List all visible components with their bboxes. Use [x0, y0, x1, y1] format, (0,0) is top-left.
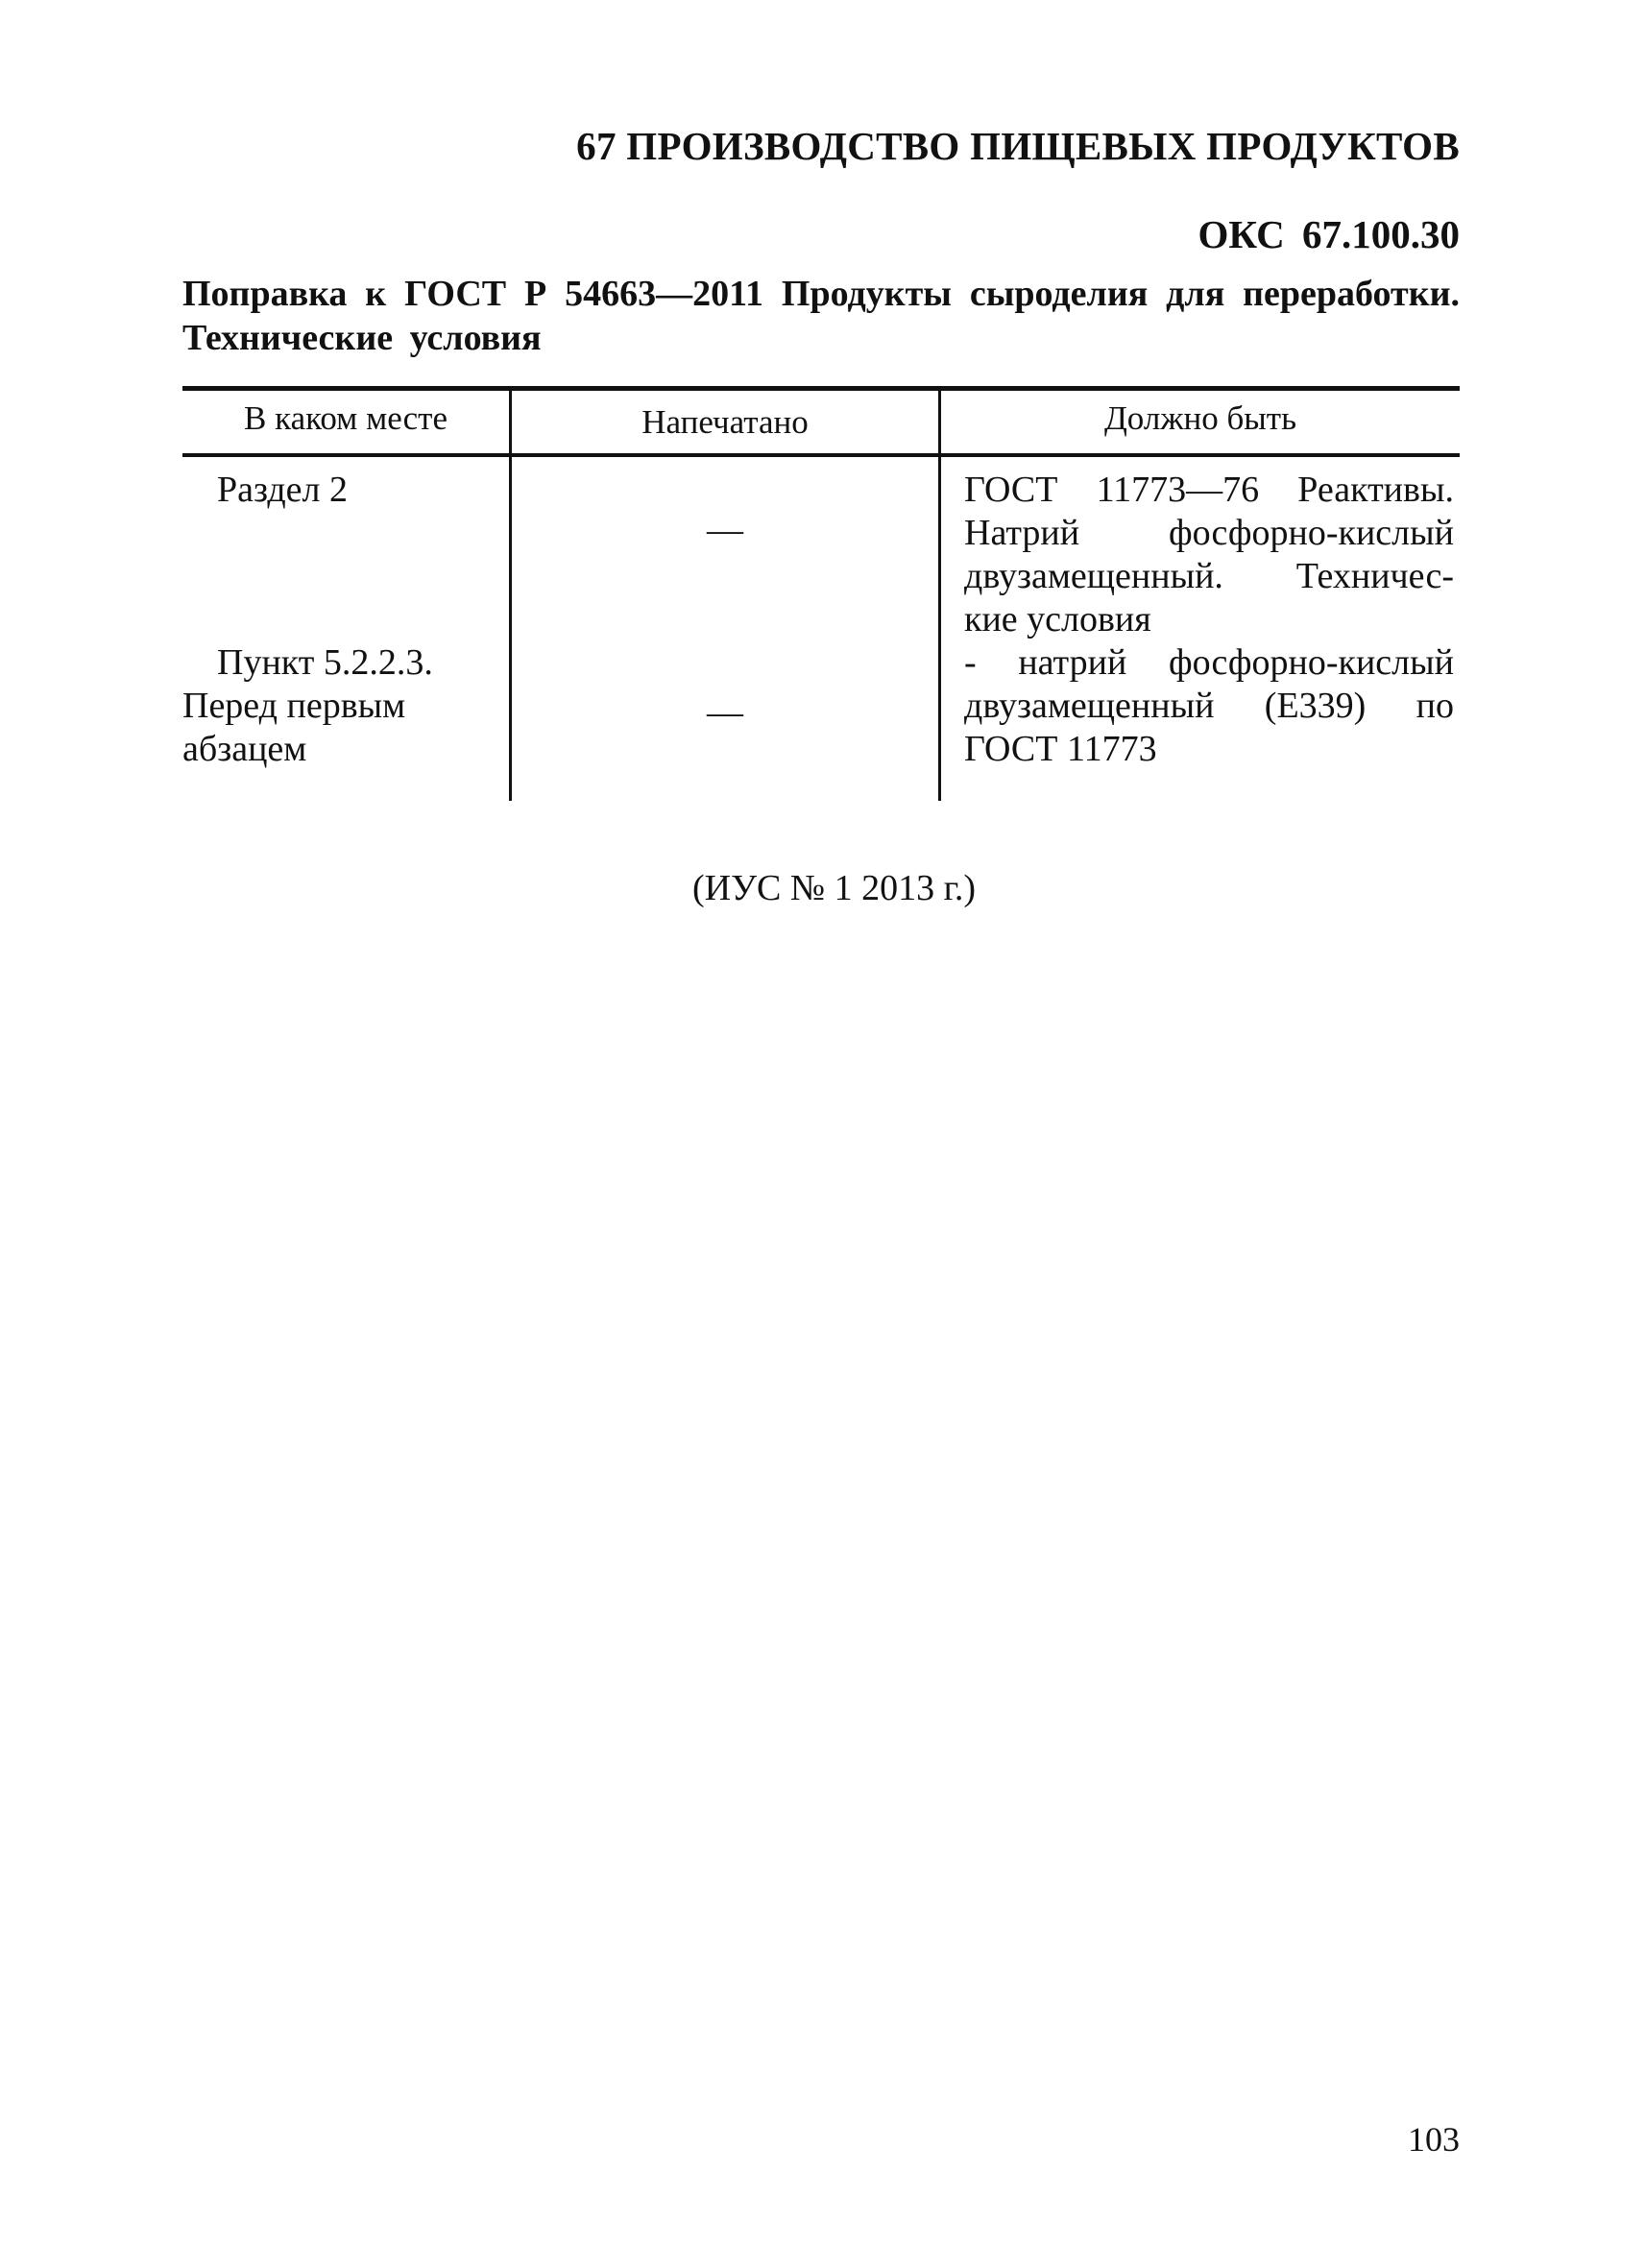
row-2-place-line: абзацем — [182, 729, 307, 769]
row-2-should-be — [964, 641, 1454, 771]
table-column-divider-1 — [509, 386, 512, 801]
row-1-should-be-line: ГОСТ 11773—76 Реактивы. — [964, 470, 1454, 510]
column-header-place: В каком месте — [244, 399, 448, 437]
row-2-place-line: Пункт 5.2.2.3. — [217, 642, 433, 683]
oks-code: ОКС 67.100.30 — [1197, 212, 1460, 256]
row-2-place — [182, 641, 499, 771]
table-top-rule — [182, 386, 1460, 391]
table-header-rule — [182, 453, 1460, 457]
source-note: (ИУС № 1 2013 г.) — [691, 868, 977, 908]
row-1-should-be — [964, 469, 1454, 641]
page-number: 103 — [1408, 2120, 1460, 2159]
row-1-should-be-line: кие условия — [964, 599, 1151, 639]
row-1-printed: — — [707, 510, 743, 550]
row-1-place: Раздел 2 — [217, 470, 348, 510]
amendment-title-line-1: Поправка к ГОСТ Р 54663—2011 Продукты сыроделия для переработки. — [182, 274, 1460, 314]
row-1-should-be-line: Натрий фосфорно-кислый — [964, 513, 1454, 553]
table-column-divider-2 — [938, 386, 941, 801]
row-2-place-line: Перед первым — [182, 686, 406, 726]
column-header-should-be: Должно быть — [1103, 399, 1297, 437]
row-2-printed: — — [707, 692, 743, 733]
row-1-should-be-line: двузамещенный. Техничес- — [964, 556, 1454, 596]
amendment-title — [182, 272, 1460, 360]
row-2-should-be-line: ГОСТ 11773 — [964, 729, 1157, 769]
amendment-title-line-2: Технические условия — [182, 318, 542, 358]
section-heading: 67 ПРОИЗВОДСТВО ПИЩЕВЫХ ПРОДУКТОВ — [576, 124, 1460, 168]
row-2-should-be-line: - натрий фосфорно-кислый — [964, 642, 1454, 683]
row-2-should-be-line: двузамещенный (Е339) по — [964, 686, 1454, 726]
column-header-printed: Напечатано — [641, 403, 809, 441]
